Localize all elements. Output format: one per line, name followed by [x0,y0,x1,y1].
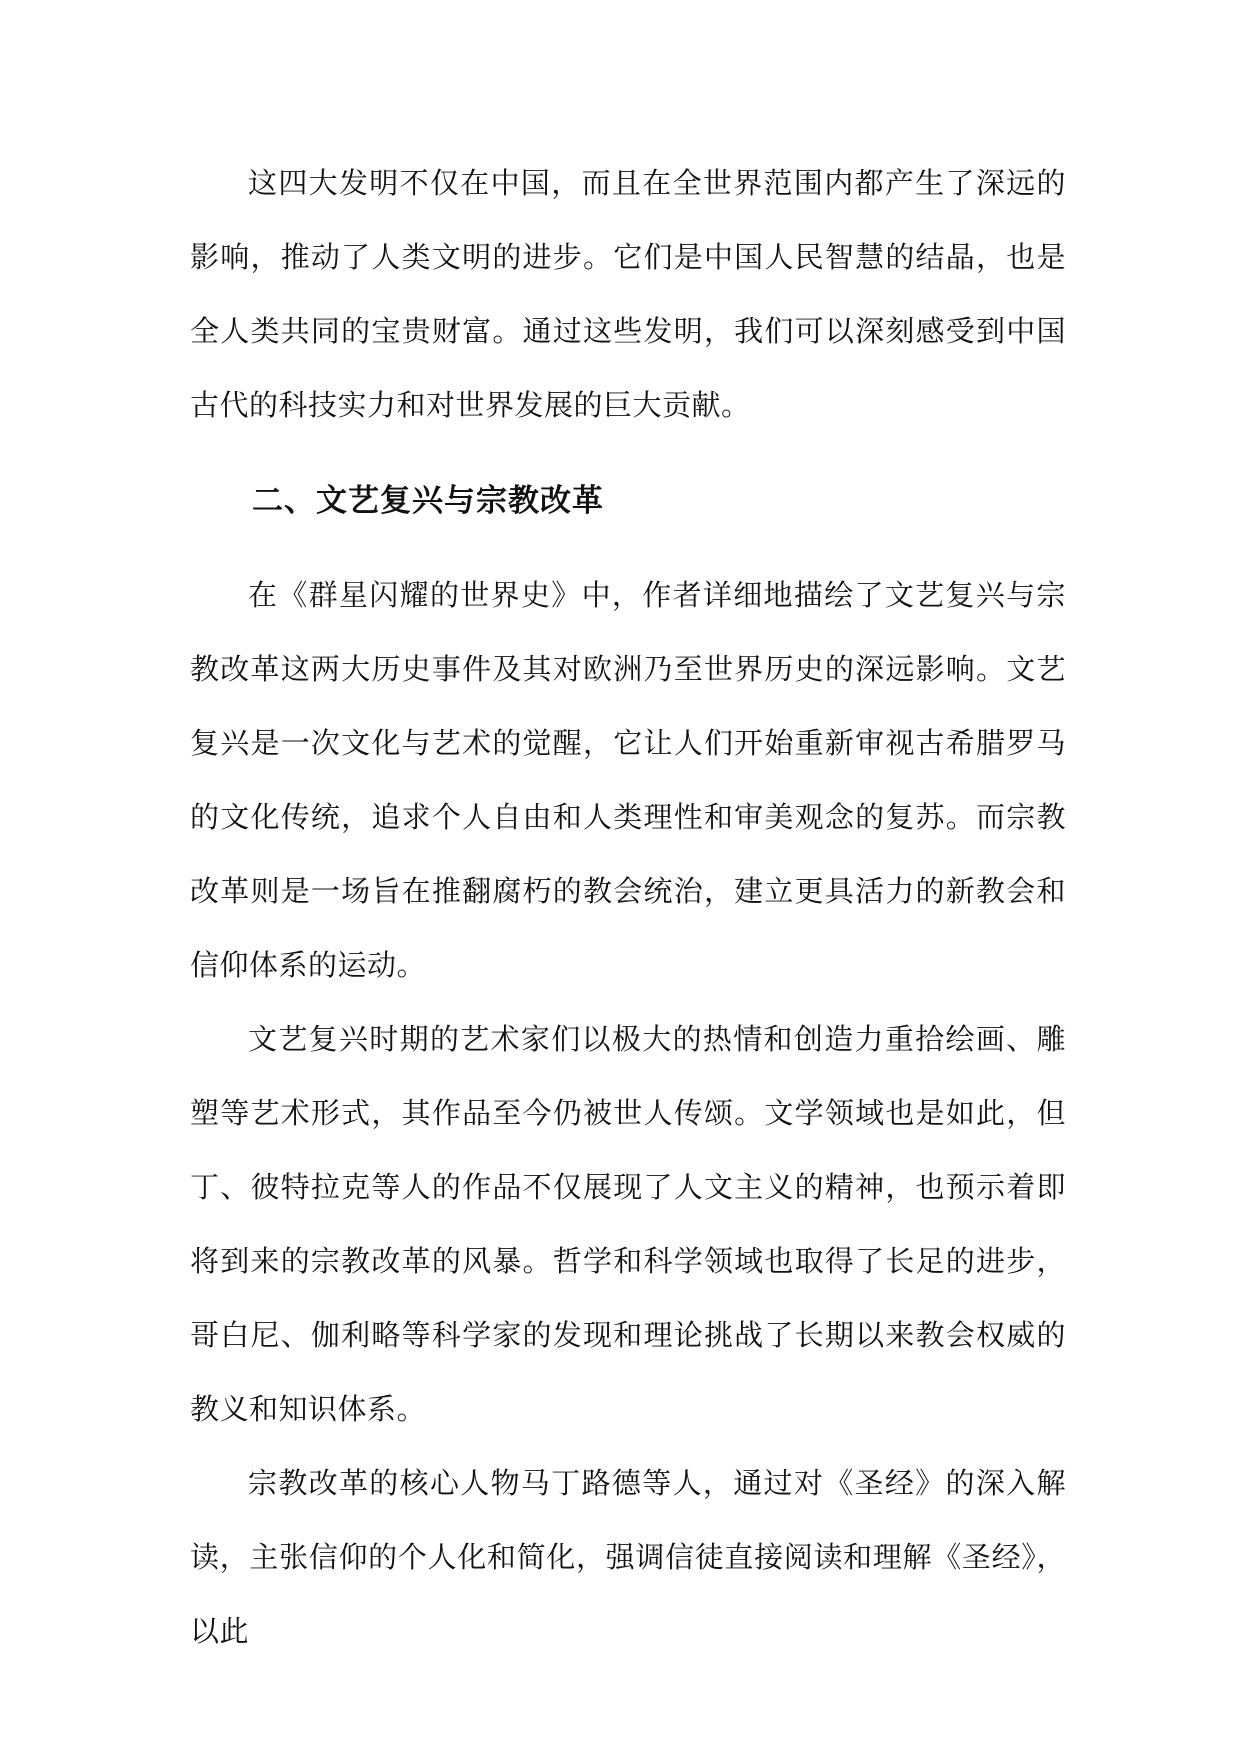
paragraph-renaissance-arts: 文艺复兴时期的艺术家们以极大的热情和创造力重拾绘画、雕塑等艺术形式，其作品至今仍被世人传颂。文学领域也是如此，但丁、彼特拉克等人的作品不仅展现了人文主义的精神，也预示着即将到来的宗教改革的风暴。哲学和科学领域也取得了长足的进步，哥白尼、伽利略等科学家的发现和理论挑战了长期以来教会权威的教义和知识体系。 [190,1022,1066,1426]
paragraph-four-inventions: 这四大发明不仅在中国，而且在全世界范围内都产生了深远的影响，推动了人类文明的进步。它们是中国人民智慧的结晶，也是全人类共同的宝贵财富。通过这些发明，我们可以深刻感受到中国古代的科技实力和对世界发展的巨大贡献。 [190,166,1066,422]
paragraph-reformation-luther: 宗教改革的核心人物马丁路德等人，通过对《圣经》的深入解读，主张信仰的个人化和简化，强调信徒直接阅读和理解《圣经》，以此 [190,1466,1066,1648]
paragraph-renaissance-reformation-intro: 在《群星闪耀的世界史》中，作者详细地描绘了文艺复兴与宗教改革这两大历史事件及其对欧洲乃至世界历史的深远影响。文艺复兴是一次文化与艺术的觉醒，它让人们开始重新审视古希腊罗马的文化传统，追求个人自由和人类理性和审美观念的复苏。而宗教改革则是一场旨在推翻腐朽的教会统治，建立更具活力的新教会和信仰体系的运动。 [190,578,1066,982]
document-body [190,146,1066,1668]
section-heading: 二、文艺复兴与宗教改革 [252,483,604,519]
